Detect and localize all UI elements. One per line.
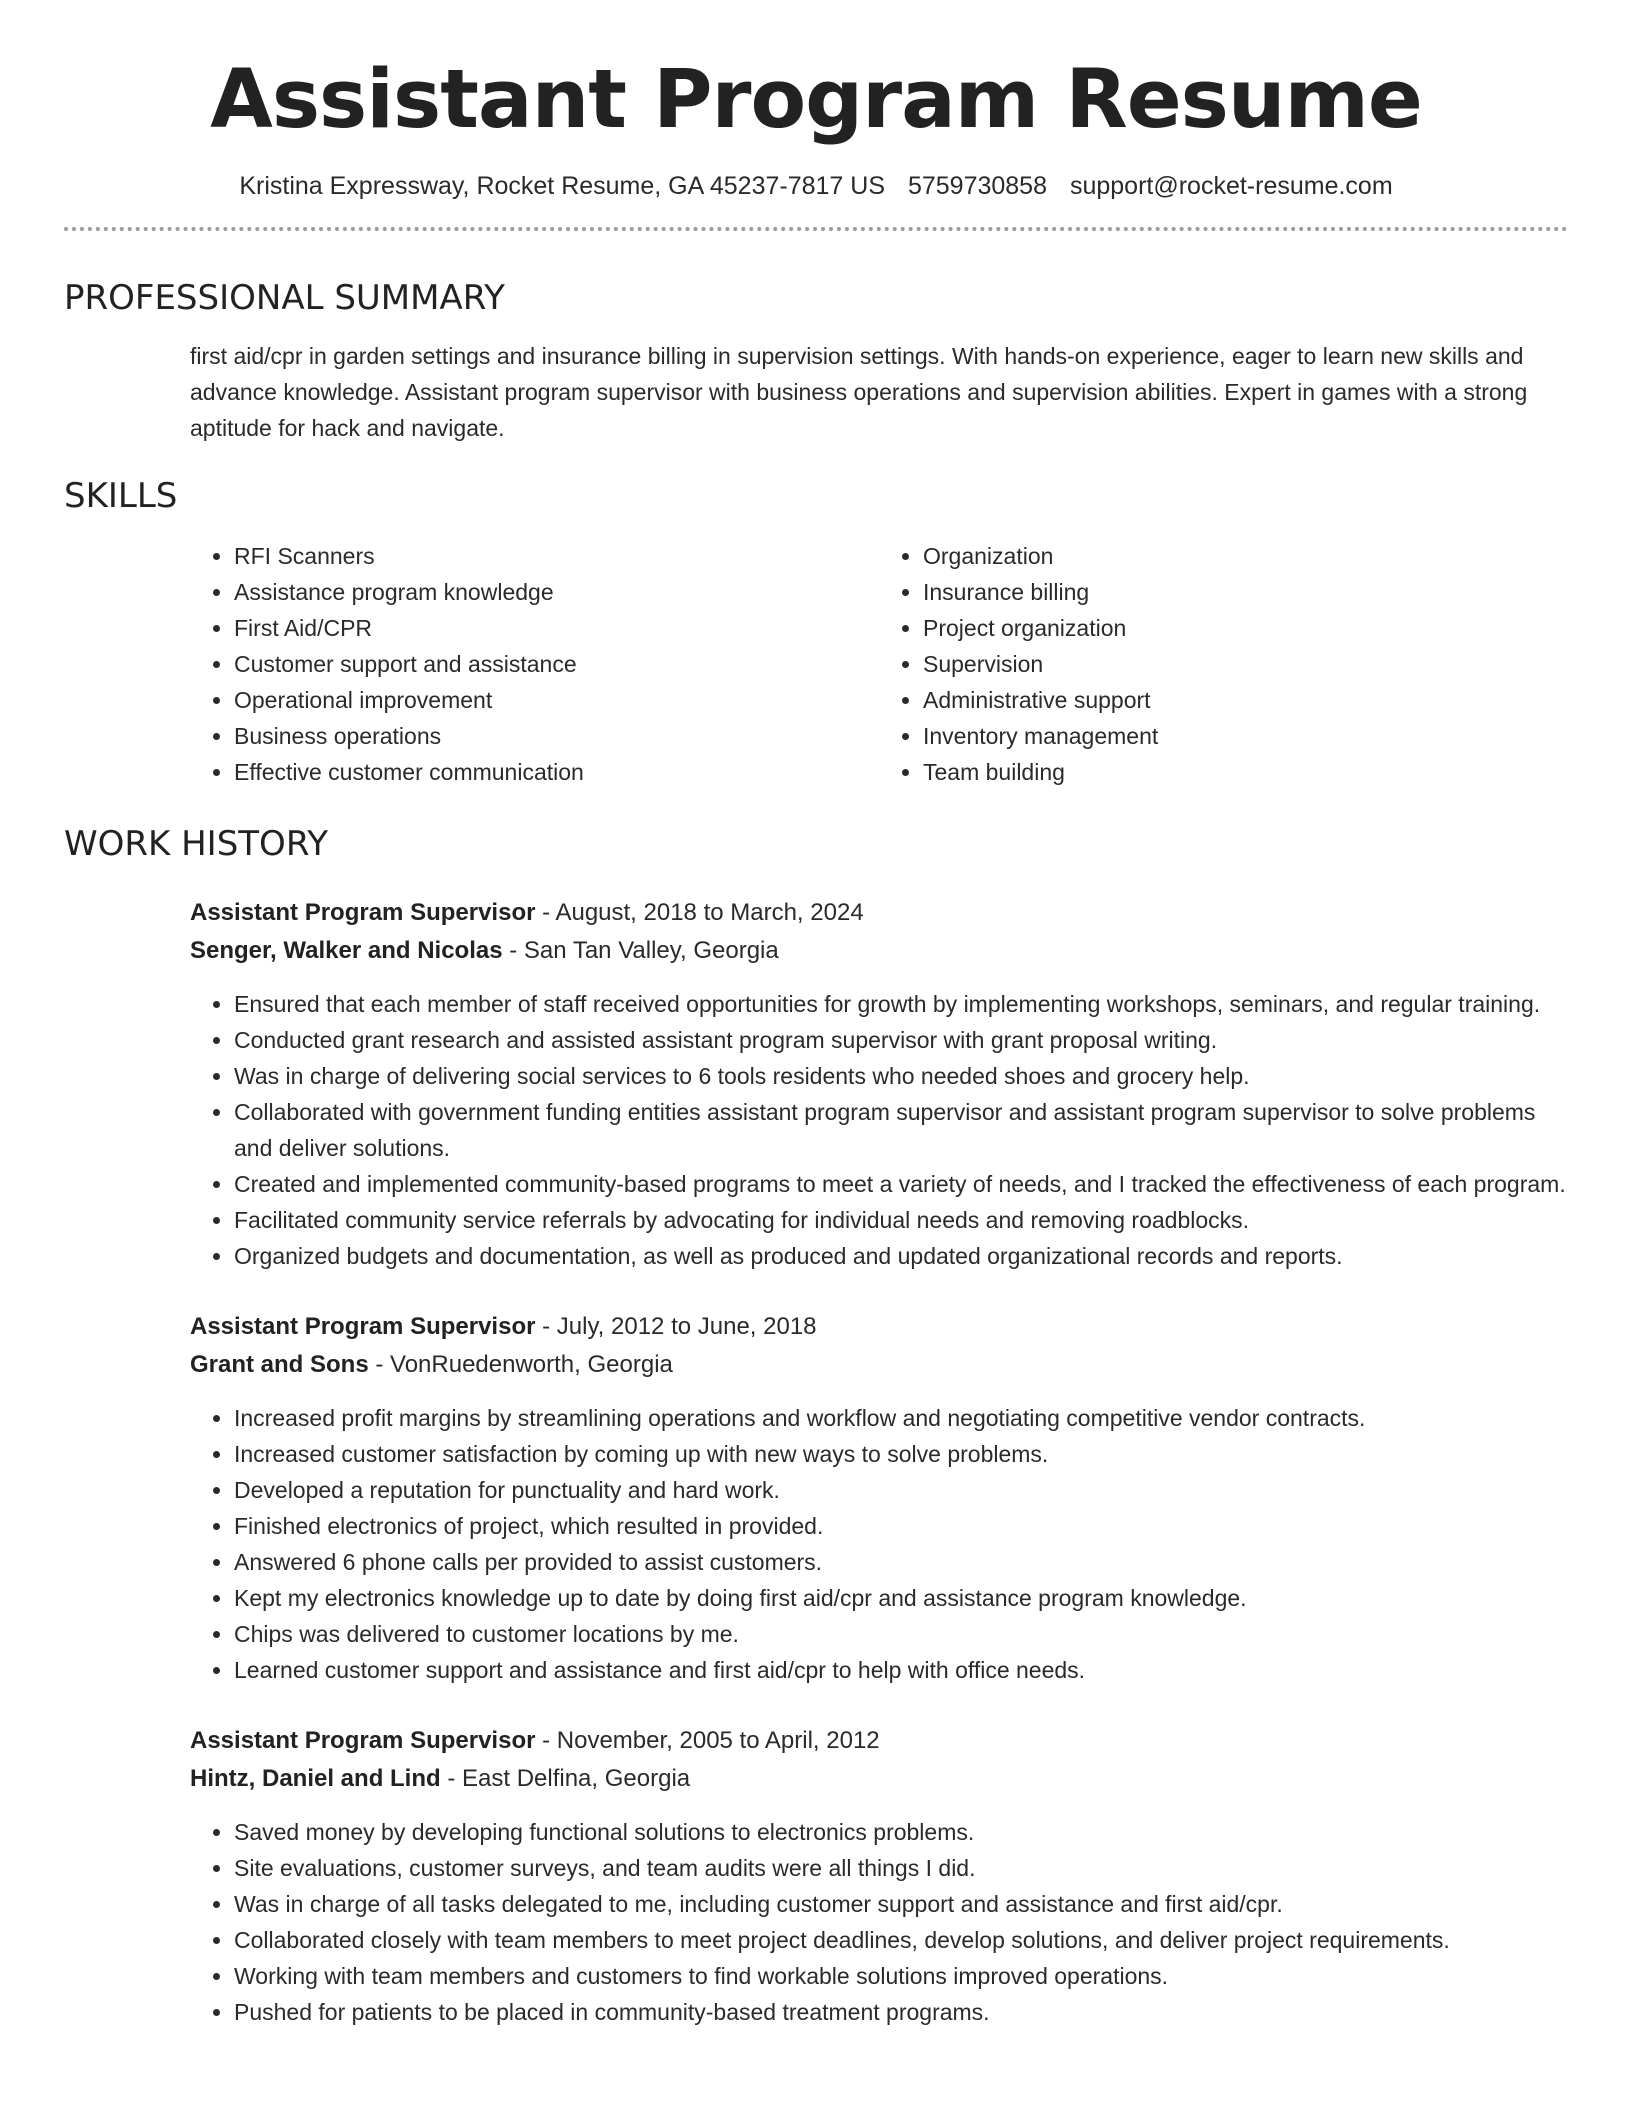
skill-item: • Project organization [923, 610, 1568, 646]
job-company-line [190, 1346, 1568, 1384]
job-bullets [190, 1814, 1568, 2030]
skill-item: • Team building [923, 754, 1568, 790]
job-bullets [190, 1400, 1568, 1688]
job-entry [190, 1308, 1568, 1688]
job-bullet: • Collaborated with government funding entities assistant program supervisor and assistant program supervisor to solve problems and deliver solutions. [234, 1094, 1568, 1166]
job-bullet: • Ensured that each member of staff received opportunities for growth by implementing workshops, seminars, and regular training. [234, 986, 1568, 1022]
skill-item: • Insurance billing [923, 574, 1568, 610]
skill-item: • Organization [923, 538, 1568, 574]
job-company: Senger, Walker and Nicolas [190, 937, 503, 964]
resume-title: Assistant Program Resume [210, 53, 1422, 147]
job-bullet: • Chips was delivered to customer locations by me. [234, 1616, 1568, 1652]
job-bullet: • Conducted grant research and assisted assistant program supervisor with grant proposal writing. [234, 1022, 1568, 1058]
contact-line [64, 171, 1568, 201]
job-bullet: • Learned customer support and assistance and first aid/cpr to help with office needs. [234, 1652, 1568, 1688]
job-bullet: • Working with team members and customers to find workable solutions improved operations. [234, 1958, 1568, 1994]
job-location: - San Tan Valley, Georgia [502, 937, 779, 964]
job-entry [190, 894, 1568, 1274]
job-location: - VonRuedenworth, Georgia [368, 1351, 673, 1378]
job-bullet: • Increased customer satisfaction by coming up with new ways to solve problems. [234, 1436, 1568, 1472]
skills-columns [190, 538, 1568, 790]
resume-page [64, 0, 1568, 2030]
header-divider [64, 227, 1568, 231]
job-bullet: • Increased profit margins by streamlining operations and workflow and negotiating competitive vendor contracts. [234, 1400, 1568, 1436]
skill-item: • Supervision [923, 646, 1568, 682]
skills-left-list [190, 538, 879, 790]
job-company: Grant and Sons [190, 1351, 369, 1378]
skill-item: • Customer support and assistance [234, 646, 879, 682]
job-title: Assistant Program Supervisor [190, 1313, 536, 1340]
job-bullet: • Was in charge of delivering social services to 6 tools residents who needed shoes and grocery help. [234, 1058, 1568, 1094]
job-title: Assistant Program Supervisor [190, 899, 536, 926]
job-entry [190, 1722, 1568, 2030]
job-bullet: • Pushed for patients to be placed in community-based treatment programs. [234, 1994, 1568, 2030]
job-bullet: • Kept my electronics knowledge up to date by doing first aid/cpr and assistance program knowledge. [234, 1580, 1568, 1616]
skill-item: • Business operations [234, 718, 879, 754]
skill-item: • Inventory management [923, 718, 1568, 754]
job-title-line [190, 1308, 1568, 1346]
job-company-line [190, 1760, 1568, 1798]
job-title: Assistant Program Supervisor [190, 1727, 536, 1754]
job-bullet: • Answered 6 phone calls per provided to assist customers. [234, 1544, 1568, 1580]
job-title-line [190, 1722, 1568, 1760]
job-location: - East Delfina, Georgia [440, 1765, 691, 1792]
job-bullet: • Organized budgets and documentation, as well as produced and updated organizational records and reports. [234, 1238, 1568, 1274]
job-dates: - November, 2005 to April, 2012 [535, 1727, 880, 1754]
address: Kristina Expressway, Rocket Resume, GA 45237-7817 US [239, 172, 885, 200]
job-bullet: • Saved money by developing functional solutions to electronics problems. [234, 1814, 1568, 1850]
job-bullet: • Collaborated closely with team members to meet project deadlines, develop solutions, and deliver project requirements. [234, 1922, 1568, 1958]
job-dates: - August, 2018 to March, 2024 [535, 899, 864, 926]
job-bullet: • Created and implemented community-based programs to meet a variety of needs, and I tracked the effectiveness of each program. [234, 1166, 1568, 1202]
skills-right-list [879, 538, 1568, 790]
job-bullets [190, 986, 1568, 1274]
summary-heading: PROFESSIONAL SUMMARY [64, 278, 505, 318]
job-bullet: • Site evaluations, customer surveys, and team audits were all things I did. [234, 1850, 1568, 1886]
skill-item: • RFI Scanners [234, 538, 879, 574]
skill-item: • Operational improvement [234, 682, 879, 718]
summary-text: first aid/cpr in garden settings and insurance billing in supervision settings. With hands-on experience, eager to learn new skills and advance knowledge. Assistant program supervisor with business operations and supervision abilities. Expert in games with a strong aptitude for hack and navigate. [190, 343, 1528, 441]
job-company: Hintz, Daniel and Lind [190, 1765, 441, 1792]
job-bullet: • Finished electronics of project, which resulted in provided. [234, 1508, 1568, 1544]
email: support@rocket-resume.com [1069, 172, 1393, 200]
phone: 5759730858 [907, 172, 1047, 200]
job-title-line [190, 894, 1568, 932]
job-dates: - July, 2012 to June, 2018 [535, 1313, 817, 1340]
skill-item: • Assistance program knowledge [234, 574, 879, 610]
job-bullet: • Was in charge of all tasks delegated to me, including customer support and assistance and first aid/cpr. [234, 1886, 1568, 1922]
skill-item: • Effective customer communication [234, 754, 879, 790]
skill-item: • First Aid/CPR [234, 610, 879, 646]
job-company-line [190, 932, 1568, 970]
job-bullet: • Facilitated community service referrals by advocating for individual needs and removing roadblocks. [234, 1202, 1568, 1238]
skill-item: • Administrative support [923, 682, 1568, 718]
job-bullet: • Developed a reputation for punctuality and hard work. [234, 1472, 1568, 1508]
work-history-heading: WORK HISTORY [64, 824, 329, 864]
skills-heading: SKILLS [64, 476, 178, 516]
